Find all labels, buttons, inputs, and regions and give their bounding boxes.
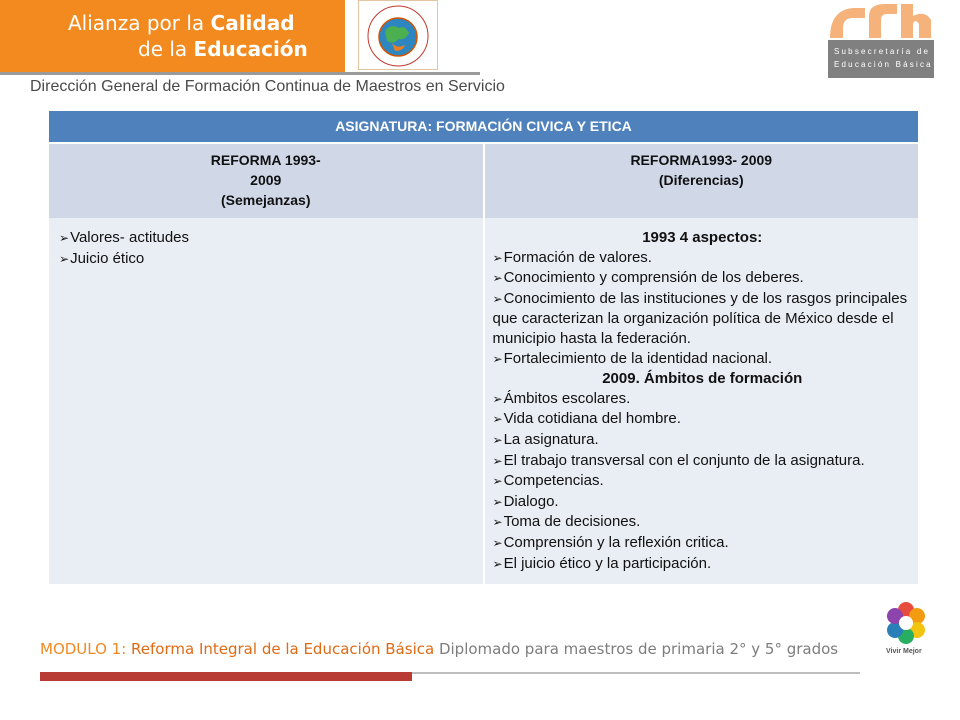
arrow-bullet-icon: ➢ (492, 453, 503, 468)
list-item: ➢Valores- actitudes (59, 229, 190, 246)
rieb-logo (358, 0, 438, 70)
arrow-bullet-icon: ➢ (492, 535, 503, 550)
arrow-bullet-icon: ➢ (492, 556, 503, 571)
arrow-bullet-icon: ➢ (492, 391, 503, 406)
diferencias-cell (484, 218, 919, 584)
semejanzas-header: REFORMA 1993- 2009 (Semejanzas) (49, 143, 484, 218)
arrow-bullet-icon: ➢ (492, 494, 503, 509)
comparison-table (49, 111, 918, 584)
footer-caption: MODULO 1: Reforma Integral de la Educación Básica Diplomado para maestros de primaria 2° y 5° grados (40, 640, 839, 658)
arrow-bullet-icon: ➢ (492, 432, 503, 447)
arrow-bullet-icon: ➢ (59, 251, 70, 266)
list-item: ➢Toma de decisiones. (492, 513, 641, 531)
table-title: ASIGNATURA: FORMACIÓN CIVICA Y ETICA (49, 111, 918, 143)
list-item: ➢El trabajo transversal con el conjunto de la asignatura. (492, 451, 865, 469)
list-item: ➢La asignatura. (492, 430, 599, 448)
header-divider (0, 72, 480, 75)
semejanzas-cell (49, 218, 484, 584)
list-item: ➢Comprensión y la reflexión critica. (492, 533, 729, 551)
list-item: ➢El juicio ético y la participación. (492, 554, 712, 572)
list-item: ➢Fortalecimiento de la identidad nacional. (492, 349, 773, 367)
section-2009-title: 2009. Ámbitos de formación (602, 370, 803, 388)
list-item: ➢Juicio ético (59, 249, 145, 267)
section-1993-title: 1993 4 aspectos: (642, 229, 763, 246)
sep-logo (825, 0, 935, 40)
list-item: ➢Ámbitos escolares. (492, 389, 631, 407)
vivir-mejor-label: Vivir Mejor (886, 648, 922, 655)
alianza-logo-text: Alianza por la Calidad de la Educación (68, 11, 308, 61)
list-item: ➢Vida cotidiana del hombre. (492, 410, 681, 428)
arrow-bullet-icon: ➢ (492, 474, 503, 489)
subtitle: Dirección General de Formación Continua de Maestros en Servicio (30, 78, 505, 95)
arrow-bullet-icon: ➢ (492, 250, 503, 265)
arrow-bullet-icon: ➢ (492, 412, 503, 427)
list-item: ➢Conocimiento de las instituciones y de los rasgos principales que caracterizan la organización política de México desde el municipio hasta la federación. (492, 289, 908, 347)
subsecretaria-badge: Subsecretaría de Educación Básica (828, 40, 934, 78)
diferencias-header: REFORMA1993- 2009 (Diferencias) (484, 143, 919, 218)
list-item: ➢Dialogo. (492, 492, 559, 510)
list-item: ➢Formación de valores. (492, 248, 652, 266)
arrow-bullet-icon: ➢ (492, 351, 503, 366)
arrow-bullet-icon: ➢ (59, 231, 70, 245)
list-item: ➢Conocimiento y comprensión de los deberes. (492, 269, 804, 287)
arrow-bullet-icon: ➢ (492, 515, 503, 530)
vivir-mejor-flower-icon (884, 601, 928, 645)
list-item: ➢Competencias. (492, 472, 604, 490)
arrow-bullet-icon: ➢ (492, 291, 503, 306)
arrow-bullet-icon: ➢ (492, 271, 503, 286)
footer-accent-bar (40, 672, 412, 681)
